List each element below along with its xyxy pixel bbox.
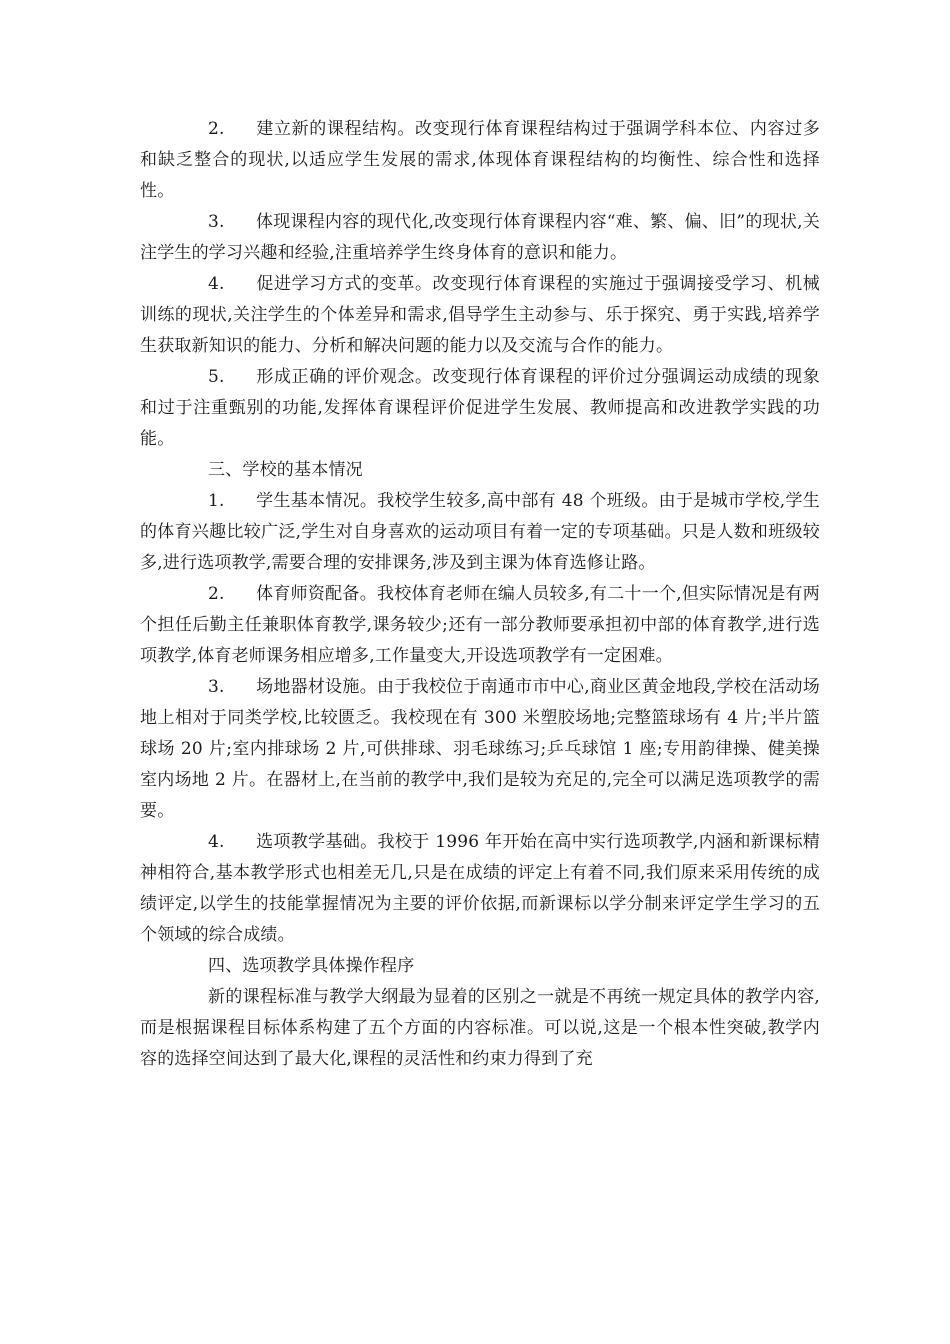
item-number: 2. [208, 584, 225, 604]
section-heading: 三、学校的基本情况 [208, 460, 363, 480]
item-text: 促进学习方式的变革。改变现行体育课程的实施过于强调接受学习、机械训练的现状,关注学生的个体差异和需求,倡导学生主动参与、乐于探究、勇于实践,培养学生获取新知识的能力、分析和解决问题的能力以及交流与合作的能力。 [140, 274, 820, 356]
item-text: 选项教学基础。我校于 1996 年开始在高中实行选项教学,内涵和新课标精神相符合,基本教学形式也相差无几,只是在成绩的评定上有着不同,我们原来采用传统的成绩评定,以学生的技能掌握情况为主要的评价依据,而新课标以学分制来评定学生学习的五个领域的综合成绩。 [140, 832, 820, 945]
list-item [140, 114, 820, 207]
document-body [140, 114, 820, 1075]
list-item [140, 269, 820, 362]
item-number: 4. [208, 274, 225, 294]
item-text: 建立新的课程结构。改变现行体育课程结构过于强调学科本位、内容过多和缺乏整合的现状,以适应学生发展的需求,体现体育课程结构的均衡性、综合性和选择性。 [140, 119, 820, 201]
list-item [140, 486, 820, 579]
body-paragraph: 新的课程标准与教学大纲最为显着的区别之一就是不再统一规定具体的教学内容,而是根据课程目标体系构建了五个方面的内容标准。可以说,这是一个根本性突破,教学内容的选择空间达到了最大化,课程的灵活性和约束力得到了充 [140, 987, 820, 1069]
item-text: 形成正确的评价观念。改变现行体育课程的评价过分强调运动成绩的现象和过于注重甄别的功能,发挥体育课程评价促进学生发展、教师提高和改进教学实践的功能。 [140, 367, 820, 449]
list-item [140, 827, 820, 951]
item-number: 5. [208, 367, 225, 387]
item-number: 2. [208, 119, 225, 139]
item-text: 场地器材设施。由于我校位于南通市市中心,商业区黄金地段,学校在活动场地上相对于同类学校,比较匮乏。我校现在有 300 米塑胶场地;完整篮球场有 4 片;半片篮球场 20 片;室内排球场 2 片,可供排球、羽毛球练习;乒乓球馆 1 座;专用韵律操、健美操室内场地 2 片。在器材上,在当前的教学中,我们是较为充足的,完全可以满足选项教学的需要。 [140, 677, 820, 821]
section-heading: 四、选项教学具体操作程序 [208, 956, 415, 976]
item-text: 学生基本情况。我校学生较多,高中部有 48 个班级。由于是城市学校,学生的体育兴趣比较广泛,学生对自身喜欢的运动项目有着一定的专项基础。只是人数和班级较多,进行选项教学,需要合理的安排课务,涉及到主课为体育选修让路。 [140, 491, 820, 573]
item-number: 3. [208, 212, 225, 232]
list-item [140, 362, 820, 455]
item-text: 体育师资配备。我校体育老师在编人员较多,有二十一个,但实际情况是有两个担任后勤主任兼职体育教学,课务较少;还有一部分教师要承担初中部的体育教学,进行选项教学,体育老师课务相应增多,工作量变大,开设选项教学有一定困难。 [140, 584, 820, 666]
item-text: 体现课程内容的现代化,改变现行体育课程内容“难、繁、偏、旧”的现状,关注学生的学习兴趣和经验,注重培养学生终身体育的意识和能力。 [140, 212, 820, 263]
item-number: 1. [208, 491, 225, 511]
list-item [140, 207, 820, 269]
item-number: 3. [208, 677, 225, 697]
list-item [140, 579, 820, 672]
list-item [140, 672, 820, 827]
item-number: 4. [208, 832, 225, 852]
